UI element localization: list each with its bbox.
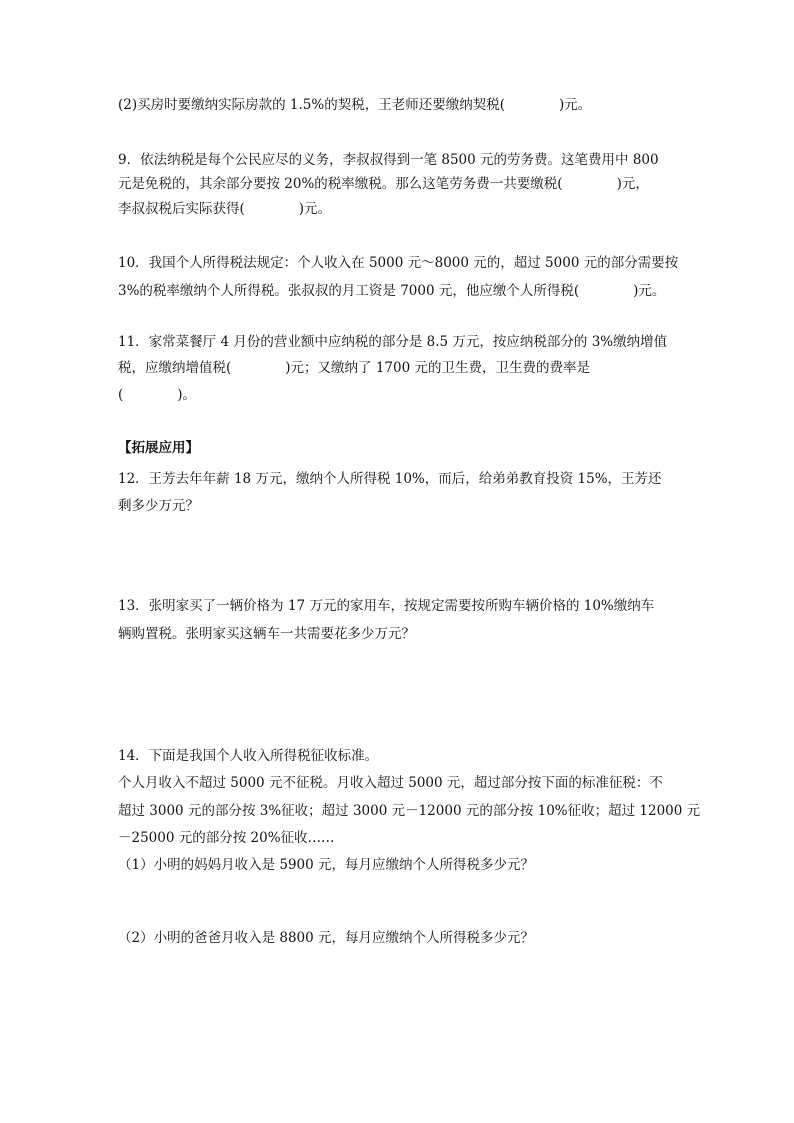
question-14-rule-line-2: 超过 3000 元的部分按 3%征收；超过 3000 元－12000 元的部分按 10%征收；超过 12000 元 bbox=[118, 803, 701, 819]
question-10-line-2: 3%的税率缴纳个人所得税。张叔叔的月工资是 7000 元，他应缴个人所得税( )元。 bbox=[118, 283, 666, 299]
question-12-line-2: 剩多少万元？ bbox=[118, 498, 199, 514]
question-10-line-1: 10．我国个人所得税法规定：个人收入在 5000 元～8000 元的，超过 5000 元的部分需要按 bbox=[118, 255, 679, 271]
question-14-rule-line-1: 个人月收入不超过 5000 元不征税。月收入超过 5000 元，超过部分按下面的标准征税：不 bbox=[118, 775, 663, 791]
question-9-line-1: 9．依法纳税是每个公民应尽的义务，李叔叔得到一笔 8500 元的劳务费。这笔费用中 800 bbox=[118, 152, 659, 168]
question-9-line-3: 李叔叔税后实际获得( )元。 bbox=[118, 201, 332, 217]
question-14-intro: 14．下面是我国个人收入所得税征收标准。 bbox=[118, 748, 379, 764]
question-9-line-2: 元是免税的，其余部分要按 20%的税率缴税。那么这笔劳务费一共要缴税( )元， bbox=[118, 176, 649, 192]
question-8-part-2: (2)买房时要缴纳实际房款的 1.5%的契税，王老师还要缴纳契税( )元。 bbox=[118, 97, 592, 113]
question-11-line-2: 税，应缴纳增值税( )元；又缴纳了 1700 元的卫生费，卫生费的费率是 bbox=[118, 360, 590, 376]
question-13-line-1: 13．张明家买了一辆价格为 17 万元的家用车，按规定需要按所购车辆价格的 10%缴纳车 bbox=[118, 598, 655, 614]
question-14-part-1: （1）小明的妈妈月收入是 5900 元，每月应缴纳个人所得税多少元？ bbox=[118, 857, 535, 873]
section-heading-extended-application: 【拓展应用】 bbox=[118, 440, 199, 456]
question-11-line-3: ( )。 bbox=[118, 387, 197, 403]
question-14-part-2: （2）小明的爸爸月收入是 8800 元，每月应缴纳个人所得税多少元？ bbox=[118, 930, 535, 946]
question-11-line-1: 11．家常菜餐厅 4 月份的营业额中应纳税的部分是 8.5 万元，按应纳税部分的 3%缴纳增值 bbox=[118, 334, 668, 350]
question-12-line-1: 12．王芳去年年薪 18 万元，缴纳个人所得税 10%，而后，给弟弟教育投资 15%，王芳还 bbox=[118, 471, 662, 487]
question-14-rule-line-3: －25000 元的部分按 20%征收…… bbox=[118, 830, 335, 846]
question-13-line-2: 辆购置税。张明家买这辆车一共需要花多少万元？ bbox=[118, 626, 415, 642]
